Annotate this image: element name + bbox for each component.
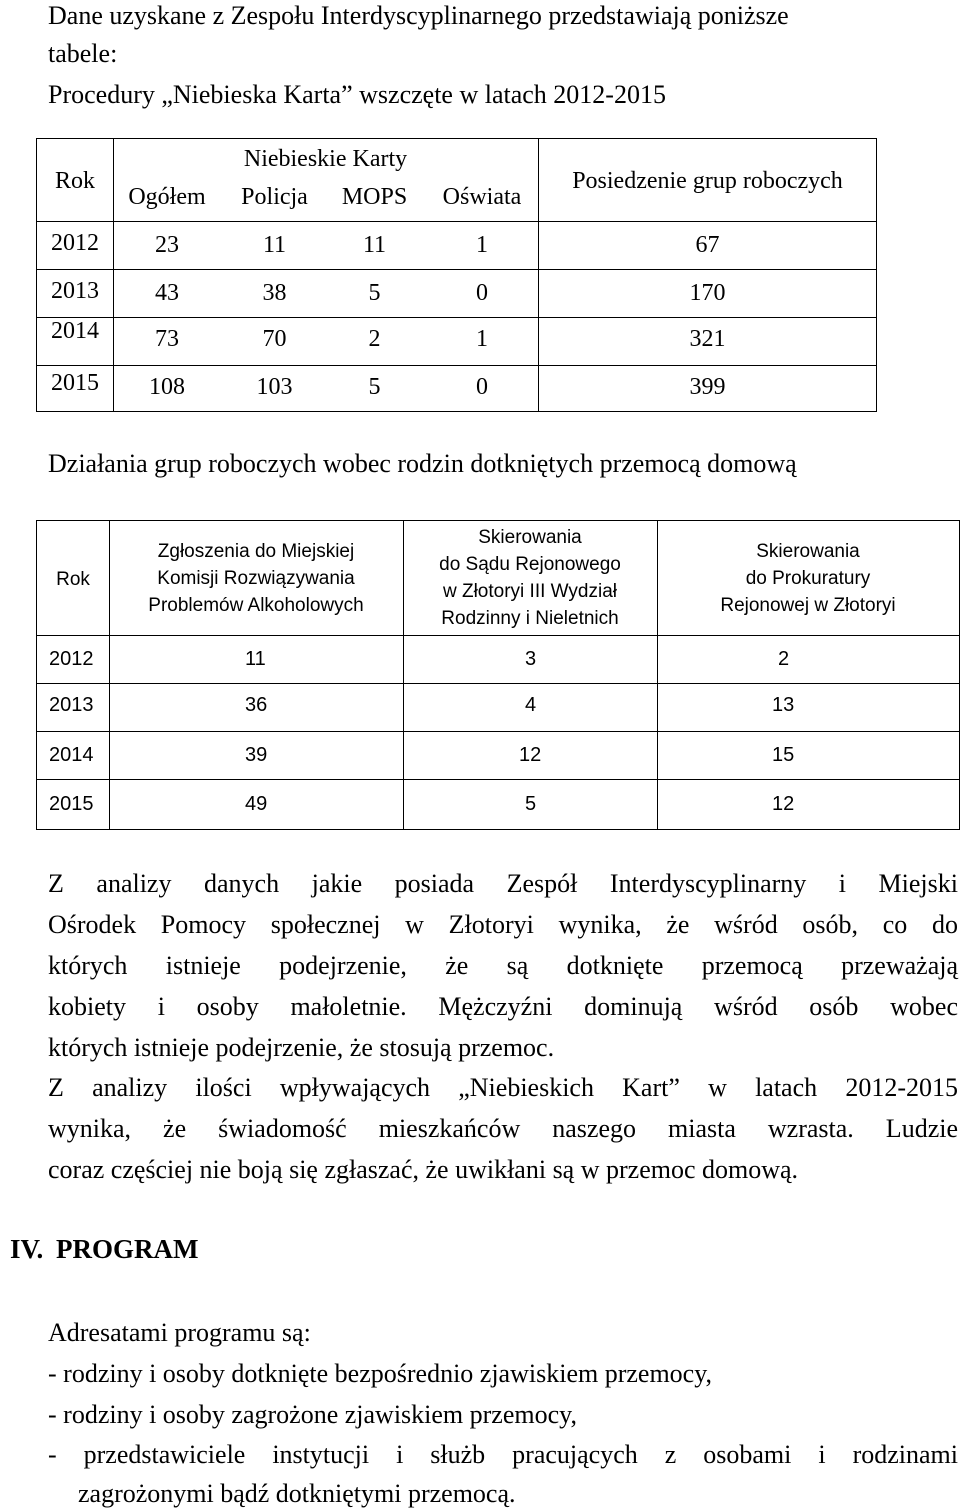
row-2014-posiedzenie: 321 [689, 326, 726, 352]
t2-header-sad: Skierowania do Sądu Rejonowego w Złotoryi III Wydział Rodzinny i Nieletnich [439, 527, 621, 629]
row-2012-mops: 11 [362, 232, 387, 258]
analysis-p1-line-1: Z analizy danych jakie posiada Zespół Interdyscyplinarny i Miejski [48, 869, 958, 898]
t2-row-2013-sad: 4 [525, 694, 537, 716]
t2-header-rok: Rok [56, 569, 90, 590]
t2-row-2013-zgloszenia: 36 [245, 694, 268, 716]
row-2014-ogolem: 73 [155, 326, 179, 352]
row-2015-policja: 103 [256, 374, 293, 400]
t2-row-2014-prokuratura: 15 [772, 744, 795, 766]
row-2013-oswiata: 0 [476, 280, 488, 306]
niebieskie-karty-table [36, 138, 877, 412]
table1-caption: Procedury „Niebieska Karta” wszczęte w latach 2012-2015 [48, 80, 666, 109]
analysis-p1-line-4: kobiety i osoby małoletnie. Mężczyźni dominują wśród osób wobec [48, 992, 958, 1021]
addressees-intro: Adresatami programu są: [48, 1318, 311, 1347]
row-2014-rok: 2014 [51, 318, 99, 344]
header-rok: Rok [54, 168, 95, 194]
row-2012-rok: 2012 [51, 230, 99, 256]
analysis-p2-line-1: Z analizy ilości wpływających „Niebieskich Kart” w latach 2012-2015 [48, 1073, 958, 1102]
header-posiedzenie: Posiedzenie grup roboczych [572, 168, 843, 194]
dzialania-grup-table [36, 520, 960, 830]
row-2013-rok: 2013 [51, 278, 99, 304]
header-policja: Policja [241, 184, 308, 210]
intro-line-2: tabele: [48, 39, 118, 68]
addressees-item-1: - rodziny i osoby dotknięte bezpośrednio zjawiskiem przemocy, [48, 1359, 713, 1388]
header-niebieskie-karty: Niebieskie Karty [243, 146, 408, 172]
t2-row-2012-sad: 3 [525, 648, 537, 670]
row-2014-oswiata: 1 [476, 326, 488, 352]
row-2012-ogolem: 23 [155, 232, 179, 258]
analysis-p2-line-3: coraz częściej nie boją się zgłaszać, że uwikłani są w przemoc domową. [48, 1155, 799, 1184]
t2-row-2012-rok: 2012 [49, 648, 94, 670]
t2-header-prokuratura: Skierowania do Prokuratury Rejonowej w Złotoryi [720, 541, 896, 616]
row-2012-oswiata: 1 [476, 232, 488, 258]
section-number: IV. [10, 1234, 44, 1264]
addressees-item-3: - przedstawiciele instytucji i służb pracujących z osobami i rodzinami [48, 1440, 958, 1469]
section-heading [10, 1232, 199, 1266]
header-ogolem: Ogółem [128, 184, 206, 210]
analysis-p1-line-3: których istnieje podejrzenie, że są dotknięte przemocą przeważają [48, 951, 958, 980]
t2-row-2013-rok: 2013 [49, 694, 94, 716]
header-mops: MOPS [341, 184, 408, 210]
addressees-continuation: zagrożonymi bądź dotkniętymi przemocą. [78, 1479, 516, 1508]
row-2012-posiedzenie: 67 [695, 232, 720, 258]
analysis-p1-line-2: Ośrodek Pomocy społecznej w Złotoryi wynika, że wśród osób, co do [48, 910, 958, 939]
t2-row-2015-sad: 5 [525, 793, 537, 815]
section-title: PROGRAM [56, 1234, 199, 1264]
t2-row-2014-rok: 2014 [49, 744, 94, 766]
row-2013-mops: 5 [368, 280, 381, 306]
row-2013-ogolem: 43 [155, 280, 179, 306]
analysis-p2-line-2: wynika, że świadomość mieszkańców naszego miasta wzrasta. Ludzie [48, 1114, 958, 1143]
t2-row-2015-prokuratura: 12 [772, 793, 795, 815]
row-2015-rok: 2015 [51, 370, 99, 396]
t2-row-2012-zgloszenia: 11 [245, 648, 266, 670]
t2-row-2013-prokuratura: 13 [772, 694, 795, 716]
row-2014-policja: 70 [262, 326, 287, 352]
row-2013-policja: 38 [262, 280, 287, 306]
analysis-p1-line-5: których istnieje podejrzenie, że stosują przemoc. [48, 1033, 555, 1062]
t2-row-2012-prokuratura: 2 [778, 648, 790, 670]
row-2015-posiedzenie: 399 [689, 374, 726, 400]
row-2013-posiedzenie: 170 [689, 280, 726, 306]
table2-caption: Działania grup roboczych wobec rodzin dotkniętych przemocą domową [48, 449, 797, 478]
addressees-item-2: - rodziny i osoby zagrożone zjawiskiem przemocy, [48, 1400, 577, 1429]
t2-row-2015-zgloszenia: 49 [245, 793, 268, 815]
t2-row-2015-rok: 2015 [49, 793, 94, 815]
row-2015-mops: 5 [368, 374, 381, 400]
header-oswiata: Oświata [442, 184, 522, 210]
row-2015-oswiata: 0 [476, 374, 488, 400]
row-2015-ogolem: 108 [149, 374, 185, 400]
intro-line-1: Dane uzyskane z Zespołu Interdyscyplinarnego przedstawiają poniższe [48, 1, 789, 30]
t2-header-zgloszenia: Zgłoszenia do Miejskiej Komisji Rozwiązywania Problemów Alkoholowych [148, 541, 364, 616]
t2-row-2014-sad: 12 [519, 744, 542, 766]
row-2014-mops: 2 [368, 326, 381, 352]
t2-row-2014-zgloszenia: 39 [245, 744, 268, 766]
row-2012-policja: 11 [262, 232, 287, 258]
